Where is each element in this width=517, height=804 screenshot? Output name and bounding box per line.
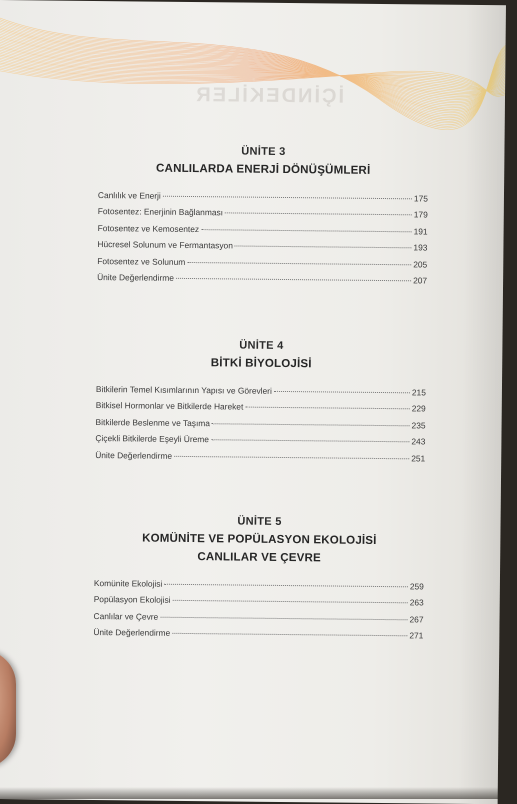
- dot-leader: [172, 633, 407, 636]
- toc-entry-page: 175: [413, 193, 428, 204]
- toc-entry-title: Bitkisel Hormonlar ve Bitkilerde Hareket: [95, 400, 244, 412]
- toc-entry-page: 179: [413, 209, 428, 220]
- dot-leader: [274, 391, 410, 393]
- toc-entry-title: Komünite Ekolojisi: [93, 578, 163, 589]
- unit-name: CANLILARDA ENERJİ DÖNÜŞÜMLERİ: [156, 162, 371, 177]
- unit-3-section: [97, 141, 428, 289]
- show-through-title: İÇİNDEKİLER: [194, 84, 345, 108]
- dot-leader: [163, 196, 412, 200]
- toc-entry-title: Ünite Değerlendirme: [97, 271, 174, 283]
- dot-leader: [235, 246, 412, 249]
- toc-entry-title: Canlılar ve Çevre: [93, 610, 159, 622]
- toc-entry-page: 259: [409, 581, 424, 592]
- toc-entry-page: 191: [413, 226, 428, 237]
- unit-subname: CANLILAR VE ÇEVRE: [197, 551, 321, 565]
- dot-leader: [164, 584, 408, 588]
- dot-leader: [201, 229, 412, 232]
- toc-entry-title: Çiçekli Bitkilerde Eşeyli Üreme: [95, 433, 210, 445]
- toc-entry-title: Fotosentez ve Kemosentez: [97, 222, 200, 234]
- toc-entry-page: 215: [411, 387, 426, 398]
- dot-leader: [173, 600, 408, 603]
- unit-4-section: [95, 335, 426, 466]
- toc-entry-page: 271: [409, 630, 424, 641]
- unit-label: ÜNİTE 5: [237, 515, 282, 528]
- toc-list: [95, 381, 426, 466]
- toc-entry[interactable]: [93, 624, 423, 644]
- toc-entry-title: Bitkilerin Temel Kısımlarının Yapısı ve Görevleri: [95, 384, 272, 396]
- unit-name: BİTKİ BİYOLOJİSİ: [210, 357, 312, 371]
- toc-list: [97, 187, 428, 289]
- dot-leader: [212, 423, 410, 426]
- toc-entry-title: Fotosentez: Enerjinin Bağlanması: [97, 206, 224, 218]
- toc-entry[interactable]: [97, 269, 427, 289]
- dot-leader: [174, 455, 409, 458]
- page-edge-shadow: [0, 787, 517, 799]
- toc-entry-page: 207: [413, 275, 428, 286]
- unit-5-section: [93, 511, 424, 644]
- toc-list: [93, 575, 424, 644]
- toc-entry-page: 267: [409, 614, 424, 625]
- dot-leader: [176, 278, 411, 281]
- unit-label: ÜNİTE 4: [239, 339, 284, 352]
- dot-leader: [211, 439, 409, 442]
- toc-entry-title: Ünite Değerlendirme: [93, 627, 171, 638]
- toc-entry-title: Bitkilerde Beslenme ve Taşıma: [95, 416, 210, 429]
- dot-leader: [160, 616, 407, 620]
- toc-entry-title: Popülasyon Ekolojisi: [93, 594, 171, 606]
- toc-entry-page: 229: [411, 403, 426, 414]
- toc-entry-page: 205: [413, 258, 428, 270]
- toc-entry-title: Hücresel Solunum ve Fermantasyon: [97, 239, 233, 251]
- unit-name: KOMÜNİTE VE POPÜLASYON EKOLOJİSİ: [142, 532, 377, 547]
- decorative-wave-header: [0, 0, 506, 145]
- toc-entry[interactable]: [95, 447, 425, 467]
- toc-entry-page: 243: [411, 436, 426, 447]
- toc-entry-title: Fotosentez ve Solunum: [97, 255, 186, 267]
- dot-leader: [225, 213, 412, 216]
- toc-entry-page: 251: [411, 452, 426, 464]
- dot-leader: [187, 262, 411, 265]
- toc-entry-title: Ünite Değerlendirme: [95, 449, 173, 461]
- toc-entry-page: 193: [413, 242, 428, 253]
- toc-entry-title: Canlılık ve Enerji: [97, 190, 161, 201]
- toc-entry-page: 263: [409, 597, 424, 608]
- dot-leader: [245, 407, 409, 410]
- toc-entry-page: 235: [411, 420, 426, 431]
- unit-label: ÜNİTE 3: [241, 145, 286, 158]
